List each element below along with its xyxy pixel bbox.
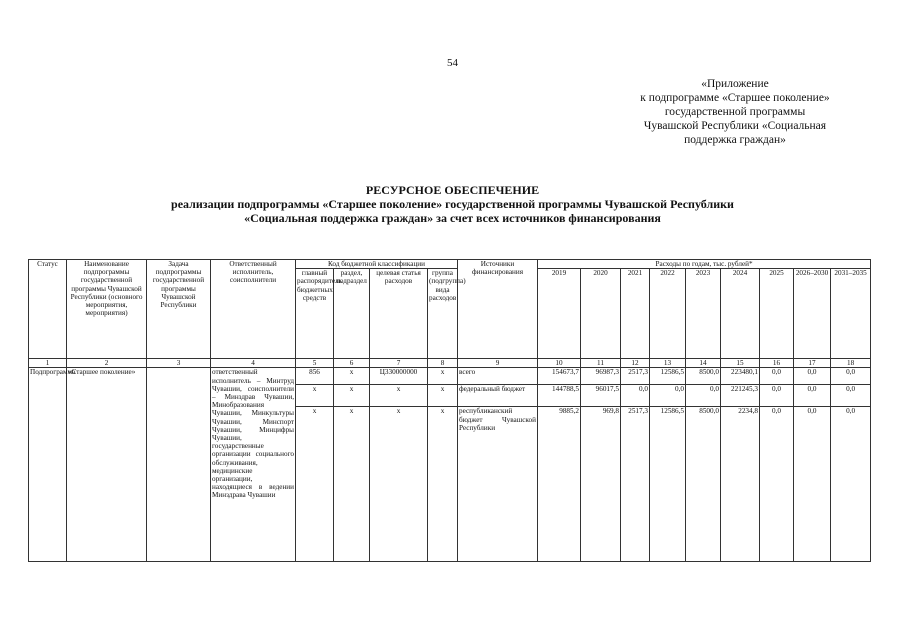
cell-code-gr: x: [296, 385, 334, 407]
header-status: Статус: [29, 260, 67, 359]
column-number: 17: [794, 359, 831, 368]
column-number: 6: [334, 359, 370, 368]
column-number: 15: [721, 359, 760, 368]
title-line: «Социальная поддержка граждан» за счет всех источников финансирования: [244, 211, 661, 225]
column-number: 11: [581, 359, 621, 368]
header-code-gr: главный распорядитель бюджетных средств: [296, 269, 334, 359]
row-status: Подпрограмма: [29, 368, 67, 562]
cell-value: 0,0: [621, 385, 650, 407]
header-budget-code: Код бюджетной классификации: [296, 260, 458, 269]
appendix-line: Чувашской Республики «Социальная: [643, 120, 827, 132]
cell-value: 0,0: [760, 368, 794, 385]
cell-code-gr: x: [296, 407, 334, 562]
cell-value: 12586,5: [650, 407, 686, 562]
column-number: 4: [211, 359, 296, 368]
header-year: 2024: [721, 269, 760, 359]
header-year: 2020: [581, 269, 621, 359]
header-year: 2023: [686, 269, 721, 359]
cell-code-rz: x: [334, 407, 370, 562]
appendix-line: «Приложение: [701, 78, 769, 90]
cell-code-cs: x: [370, 407, 428, 562]
appendix-line: поддержка граждан»: [684, 134, 786, 146]
header-name: Наименование подпрограммы государственной программы Чувашской Республики (основного мероприятия, мероприятия): [67, 260, 147, 359]
header-year: 2031–2035: [831, 269, 871, 359]
cell-value: 96017,5: [581, 385, 621, 407]
title-line: РЕСУРСНОЕ ОБЕСПЕЧЕНИЕ: [365, 183, 540, 197]
cell-value: 154673,7: [538, 368, 581, 385]
cell-source: республиканский бюджет Чувашской Республики: [458, 407, 538, 562]
cell-value: 0,0: [760, 407, 794, 562]
cell-code-vr: x: [428, 385, 458, 407]
cell-value: 0,0: [794, 368, 831, 385]
row-responsible: ответственный исполнитель – Минтруд Чувашии, соисполнители – Минздрав Чувашии, Минобразования Чувашии, Минкультуры Чувашии, Минспорт Чувашии, Минцифры Чувашии, государственные организации социального обслуживания, медицинские организации, находящиеся в ведении Минздрава Чувашии: [211, 368, 296, 562]
header-year: 2026–2030: [794, 269, 831, 359]
column-number: 5: [296, 359, 334, 368]
cell-source: всего: [458, 368, 538, 385]
header-expenses: Расходы по годам, тыс. рублей*: [538, 260, 871, 269]
row-name: «Старшее поколение»: [67, 368, 147, 562]
cell-value: 2517,3: [621, 368, 650, 385]
column-number: 12: [621, 359, 650, 368]
column-number: 10: [538, 359, 581, 368]
column-number: 1: [29, 359, 67, 368]
cell-code-vr: x: [428, 368, 458, 385]
header-code-vr: группа (подгруппа) вида расходов: [428, 269, 458, 359]
column-number: 9: [458, 359, 538, 368]
cell-value: 8500,0: [686, 368, 721, 385]
cell-value: 144788,5: [538, 385, 581, 407]
column-number-row: [29, 359, 871, 368]
cell-code-gr: 856: [296, 368, 334, 385]
cell-code-cs: Ц330000000: [370, 368, 428, 385]
cell-code-rz: x: [334, 385, 370, 407]
cell-value: 2234,8: [721, 407, 760, 562]
table-row: [29, 368, 871, 385]
cell-code-vr: x: [428, 407, 458, 562]
title-line: реализации подпрограммы «Старшее поколение» государственной программы Чувашской Республики: [171, 197, 734, 211]
cell-value: 2517,3: [621, 407, 650, 562]
cell-source: федеральный бюджет: [458, 385, 538, 407]
cell-value: 96987,3: [581, 368, 621, 385]
appendix-line: государственной программы: [664, 106, 806, 118]
header-year: 2019: [538, 269, 581, 359]
resource-table: [28, 259, 871, 562]
cell-value: 223480,1: [721, 368, 760, 385]
cell-value: 0,0: [686, 385, 721, 407]
column-number: 13: [650, 359, 686, 368]
header-code-rz: раздел, подраздел: [334, 269, 370, 359]
cell-code-rz: x: [334, 368, 370, 385]
appendix-note: [595, 77, 875, 147]
header-sources: Источники финансирования: [458, 260, 538, 359]
header-code-cs: целевая статья расходов: [370, 269, 428, 359]
column-number: 8: [428, 359, 458, 368]
header-year: 2022: [650, 269, 686, 359]
row-task: [147, 368, 211, 562]
appendix-line: к подпрограмме «Старшее поколение»: [640, 92, 830, 104]
column-number: 3: [147, 359, 211, 368]
cell-value: 0,0: [831, 407, 871, 562]
cell-value: 0,0: [794, 385, 831, 407]
document-title: [0, 183, 905, 225]
header-year: 2021: [621, 269, 650, 359]
cell-value: 0,0: [794, 407, 831, 562]
cell-value: 969,8: [581, 407, 621, 562]
column-number: 2: [67, 359, 147, 368]
column-number: 16: [760, 359, 794, 368]
cell-value: 0,0: [831, 385, 871, 407]
header-task: Задача подпрограммы государственной программы Чувашской Республики: [147, 260, 211, 359]
cell-value: 8500,0: [686, 407, 721, 562]
page-number: 54: [447, 57, 458, 69]
cell-value: 9885,2: [538, 407, 581, 562]
column-number: 18: [831, 359, 871, 368]
header-responsible: Ответственный исполнитель, соисполнители: [211, 260, 296, 359]
cell-value: 0,0: [650, 385, 686, 407]
cell-value: 0,0: [831, 368, 871, 385]
cell-value: 221245,3: [721, 385, 760, 407]
header-year: 2025: [760, 269, 794, 359]
cell-value: 0,0: [760, 385, 794, 407]
column-number: 7: [370, 359, 428, 368]
column-number: 14: [686, 359, 721, 368]
cell-code-cs: x: [370, 385, 428, 407]
cell-value: 12586,5: [650, 368, 686, 385]
